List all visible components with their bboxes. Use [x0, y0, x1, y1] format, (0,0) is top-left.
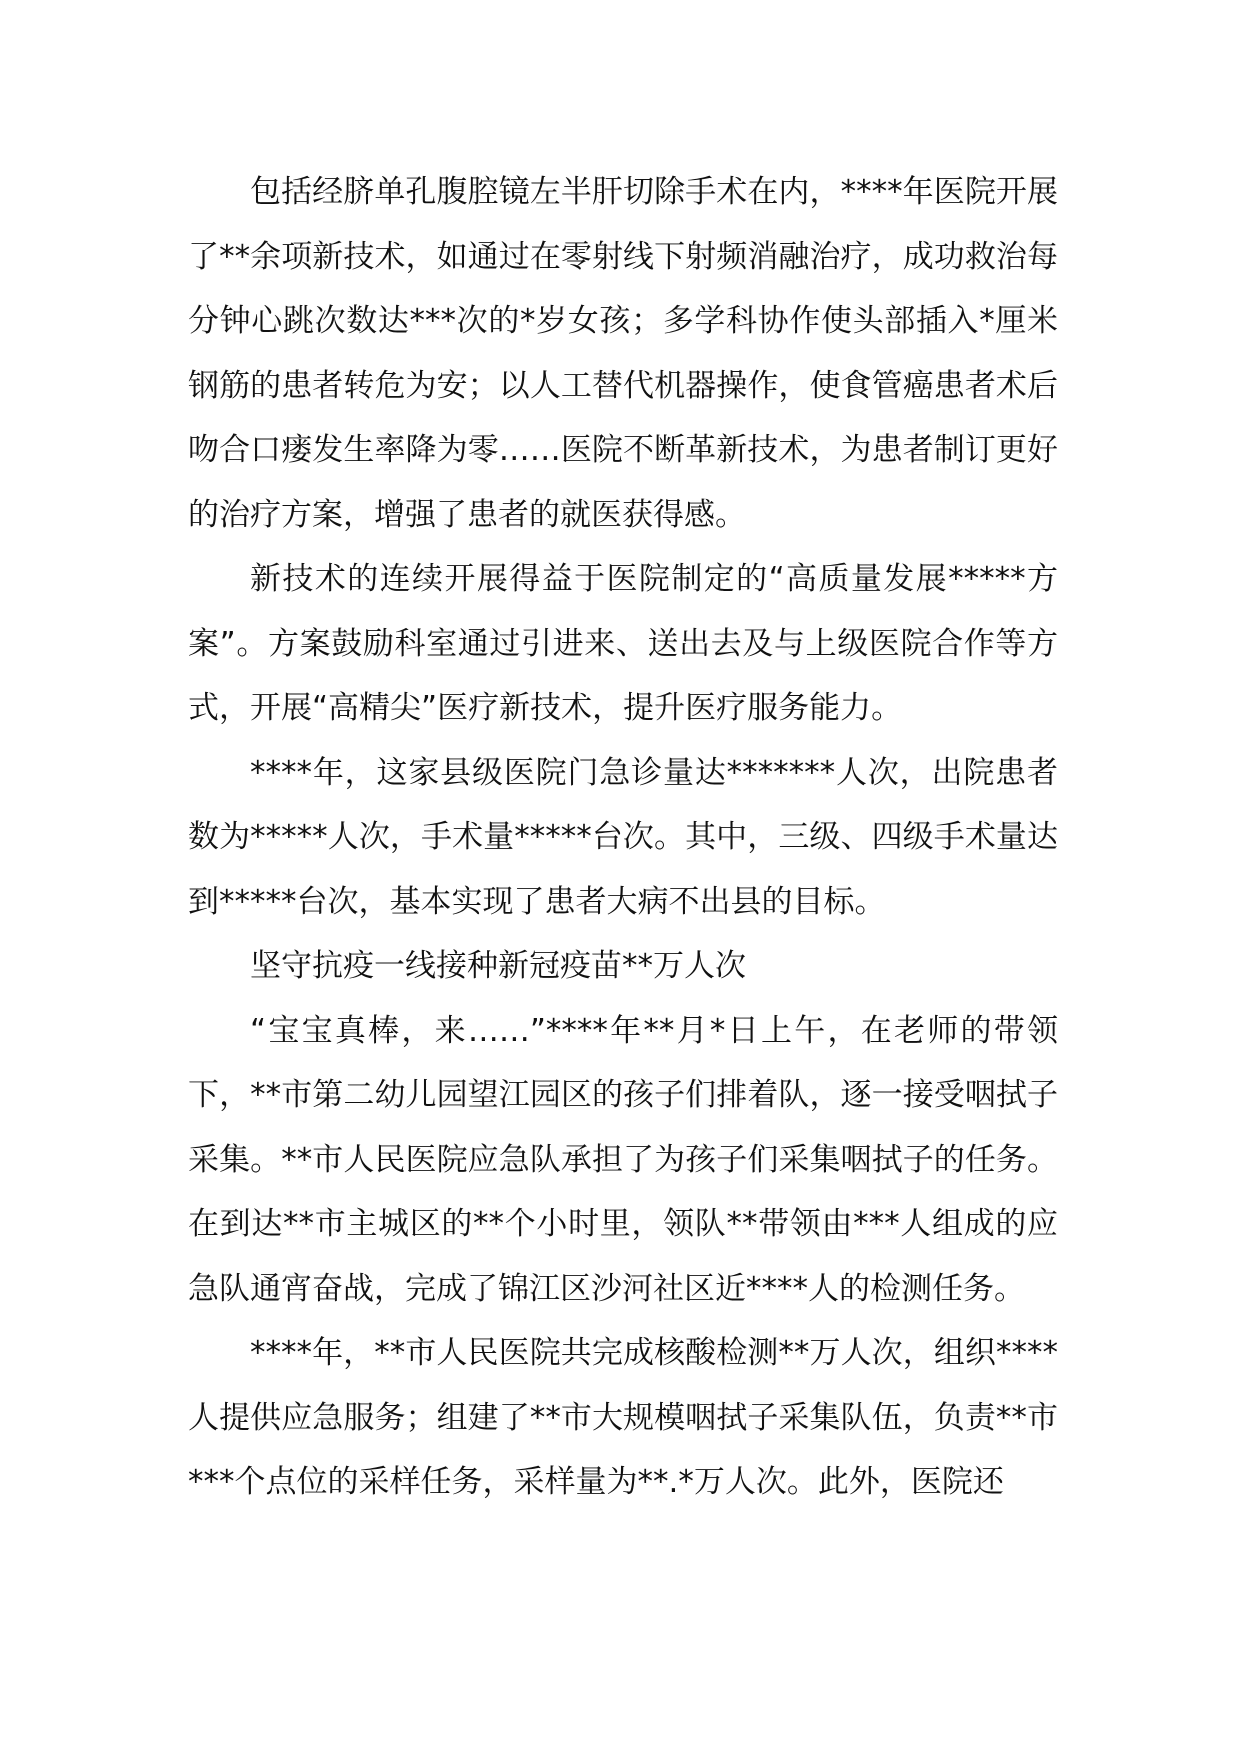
paragraph-nucleic-testing: ****年，**市人民医院共完成核酸检测**万人次，组织****人提供应急服务；组建了**市大规模咽拭子采集队伍，负责**市***个点位的采样任务，采样量为**.*万人次。此外，医院还 — [188, 1335, 1058, 1500]
document-body — [188, 160, 1058, 1515]
paragraph-swab-collection: “宝宝真棒，来……”****年**月*日上午，在老师的带领下，**市第二幼儿园望江园区的孩子们排着队，逐一接受咽拭子采集。**市人民医院应急队承担了为孩子们采集咽拭子的任务。在到达**市主城区的**个小时里，领队**带领由***人组成的应急队通宵奋战，完成了锦江区沙河社区近****人的检测任务。 — [188, 1012, 1058, 1307]
paragraph-development-plan: 新技术的连续开展得益于医院制定的“高质量发展*****方案”。方案鼓励科室通过引进来、送出去及与上级医院合作等方式，开展“高精尖”医疗新技术，提升医疗服务能力。 — [188, 561, 1058, 726]
section-heading-epidemic: 坚守抗疫一线接种新冠疫苗**万人次 — [250, 948, 746, 984]
paragraph-hospital-statistics: ****年，这家县级医院门急诊量达*******人次，出院患者数为*****人次，手术量*****台次。其中，三级、四级手术量达到*****台次，基本实现了患者大病不出县的目标。 — [188, 754, 1058, 920]
paragraph-new-technologies: 包括经脐单孔腹腔镜左半肝切除手术在内，****年医院开展了**余项新技术，如通过在零射线下射频消融治疗，成功救治每分钟心跳次数达***次的*岁女孩；多学科协作使头部插入*厘米钢筋的患者转危为安；以人工替代机器操作，使食管癌患者术后吻合口瘘发生率降为零……医院不断革新技术，为患者制订更好的治疗方案，增强了患者的就医获得感。 — [188, 174, 1058, 533]
